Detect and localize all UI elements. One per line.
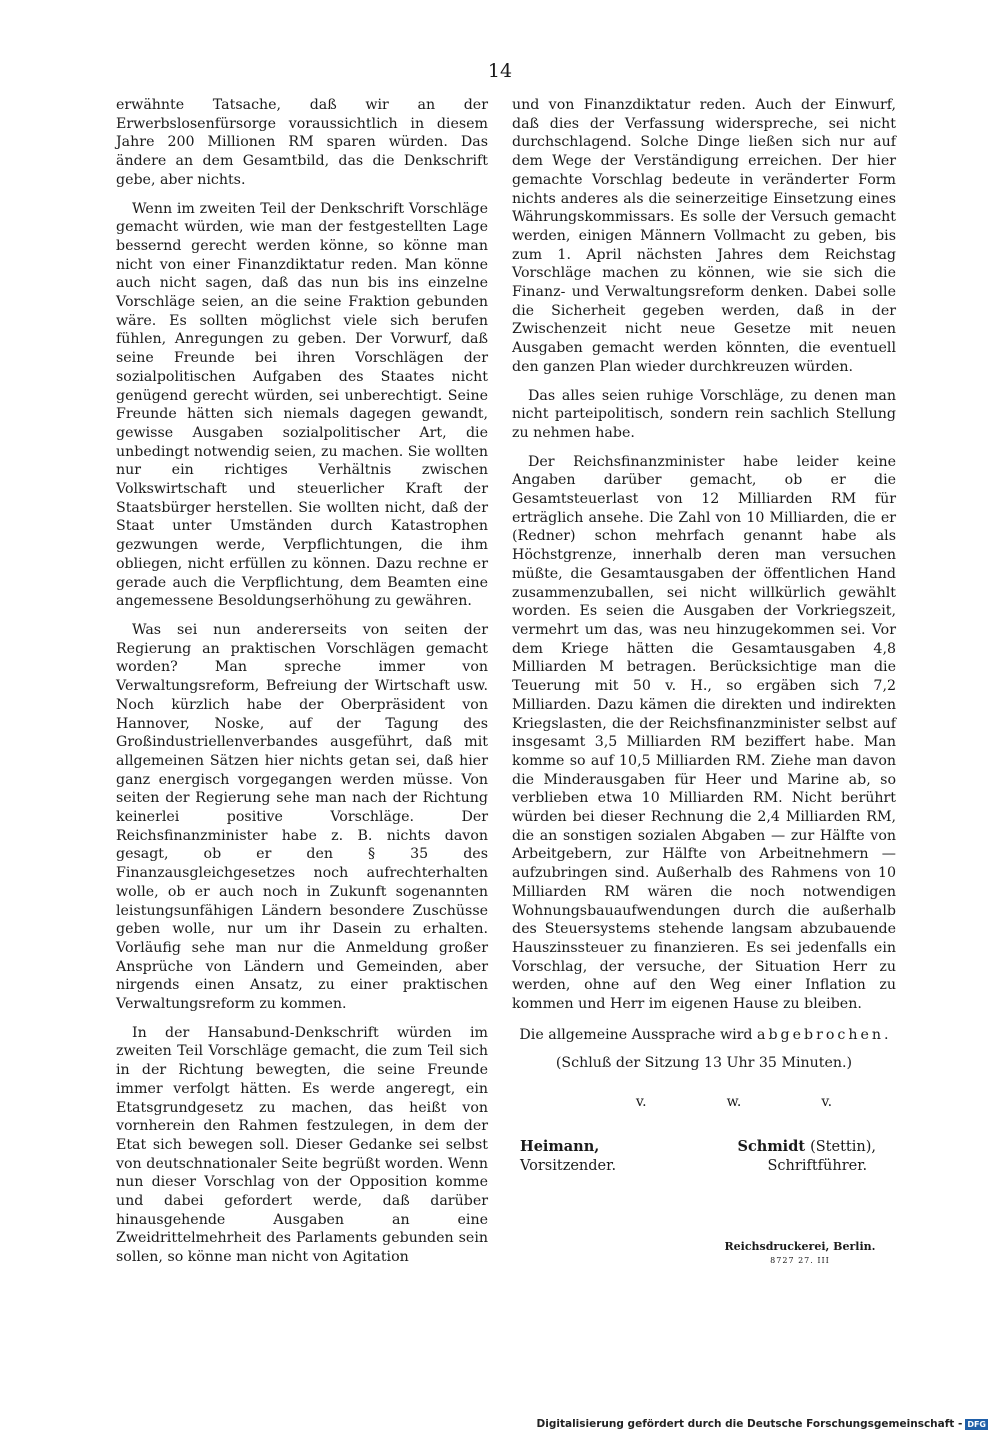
signature-right [738, 1138, 877, 1175]
vwv-item: v. [635, 1094, 647, 1111]
signatory-role: Vorsitzender. [520, 1157, 617, 1174]
signatory-name: Schmidt [737, 1137, 806, 1155]
vwv-item: w. [726, 1094, 742, 1111]
session-end: (Schluß der Sitzung 13 Uhr 35 Minuten.) [555, 1055, 853, 1072]
left-column [116, 96, 488, 1277]
dfg-logo-icon: DFG [967, 1419, 986, 1429]
aussprache-suffix: . [884, 1026, 889, 1043]
printer-name: Reichsdruckerei, Berlin. [724, 1240, 876, 1253]
signatory-role: Schriftführer. [767, 1157, 868, 1174]
signatory-name-line [738, 1138, 877, 1157]
signatory-name: Heimann, [520, 1137, 600, 1155]
signature-left [520, 1138, 616, 1175]
signatures [512, 1138, 896, 1175]
paragraph: In der Hansabund-Denkschrift würden im zweiten Teil Vorschläge gemacht, die zum Teil sich in der Richtung bewegten, die seine Freunde immer verfolgt hätten. Es werde angeregt, ein Etatsgrundgesetz zu machen, das heißt von vornherein den Rahmen festzulegen, in dem der Etat sich bewegen soll. Dieser Gedanke sei selbst von deutschnationaler Seite begrüßt worden. Wenn nun dieser Vorschlag von der Opposition komme und dabei gefordert werde, daß darüber hinausgehende Ausgaben an eine Zweidrittelmehrheit des Parlaments gebunden sein sollen, so könne man nicht von Agitation [116, 1024, 488, 1266]
printer-code: 8727 27. III [770, 1256, 830, 1265]
signatory-location: (Stettin), [810, 1138, 876, 1155]
paragraph: Was sei nun andererseits von seiten der Regierung an praktischen Vorschlägen gemacht worden? Man spreche immer von Verwaltungsreform, Befreiung der Wirtschaft usw. Noch kürzlich habe der Oberpräsident von Hannover, Noske, auf der Tagung des Großindustriellenverbandes ausgeführt, daß mit allgemeinen Sätzen hier nichts getan sei, daß hier ganz energisch vorgegangen werden müsse. Von seiten der Regierung sehe man nach der Richtung keinerlei positive Vorschläge. Der Reichsfinanzminister habe z. B. nichts davon gesagt, ob er den § 35 des Finanzausgleichgesetzes noch aufrechterhalten wolle, ob er auch noch in Zukunft sogenannten leistungsunfähigen Ländern besondere Zuschüsse geben wolle, nur um ihr Dasein zu erhalten. Vorläufig sehe man nur die Anmeldung großer Ansprüche von Ländern und Gemeinden, aber nirgends einen Ansatz, zu einer praktischen Verwaltungsreform zu kommen. [116, 621, 488, 1013]
paragraph: und von Finanzdiktatur reden. Auch der Einwurf, daß dies der Verfassung widerspreche, sei nicht durchschlagend. Solche Dinge ließen sich nur auf dem Wege der Verständigung erreichen. Der hier gemachte Vorschlag bedeute in veränderter Form nichts anderes als die seinerzeitige Einsetzung eines Währungskommissars. Es solle der Versuch gemacht werden, einigen Männern Vollmacht zu geben, bis zum 1. April nächsten Jahres dem Reichstag Vorschläge machen zu können, wie sie sich die Finanz- und Verwaltungsreform denken. Dabei solle die Sicherheit gegeben werden, daß in der Zwischenzeit nicht neue Gesetze mit neuen Ausgaben gemacht werden könnten, die eventuell den ganzen Plan wieder durchkreuzen würden. [512, 97, 896, 375]
funding-footer [537, 1418, 988, 1430]
aussprache-prefix: Die allgemeine Aussprache wird [519, 1026, 757, 1043]
vwv-item: v. [821, 1094, 833, 1111]
paragraph: Der Reichsfinanzminister habe leider keine Angaben darüber gemacht, ob er die Gesamtsteuerlast von 12 Milliarden RM für erträglich ansehe. Die Zahl von 10 Milliarden, die er (Redner) schon mehrfach genannt habe als Höchstgrenze, innerhalb deren man versuchen müßte, die Gesamtausgaben der öffentlichen Hand zusammenzuballen, sei nicht willkürlich gewählt worden. Es seien die Ausgaben der Vorkriegszeit, vermehrt um das, was neu hinzugekommen sei. Vor dem Kriege hätten die Gesamtausgaben 4,8 Milliarden M betragen. Berücksichtige man die Teuerung mit 50 v. H., so ergäben sich 7,2 Milliarden. Dazu kämen die direkten und indirekten Kriegslasten, die der Reichsfinanzminister selbst auf insgesamt 3,5 Milliarden RM beziffert habe. Man komme so auf 10,5 Milliarden RM. Ziehe man davon die Minderausgaben für Heer und Marine ab, so verblieben etwa 10 Milliarden RM. Nicht berührt würden bei dieser Rechnung die 2,4 Milliarden RM, die an sonstigen sozialen Abgaben — zur Hälfte von Arbeitgebern, zur Hälfte von Arbeitnehmern — aufzubringen sind. Außerhalb des Rahmens von 10 Milliarden RM wären die noch notwendigen Wohnungsbauaufwendungen durch die außerhalb des Steuersystems stehende langsam abzubauende Hauszinssteuer zu finanzieren. Es sei jedenfalls ein Vorschlag, der versuche, der Situation Herr zu werden, ohne auf den Weg einer Inflation zu kommen und Herr im eigenen Hause zu bleiben. [512, 453, 896, 1013]
right-column [512, 96, 896, 1175]
paragraph: Wenn im zweiten Teil der Denkschrift Vorschläge gemacht würden, wie man der festgestellten Lage bessernd gerecht werden könne, so könne man nicht von einer Finanzdiktatur reden. Man könne auch nicht sagen, daß das nun bis ins einzelne Vorschläge seien, an die seine Fraktion gebunden wäre. Es sollten möglichst viele sich berufen fühlen, Anregungen zu geben. Der Vorwurf, daß seine Freunde bei ihren Vorschlägen der sozialpolitischen Aufgaben des Staates nicht genügend gerecht würden, sei unberechtigt. Seine Freunde hätten sich niemals dagegen gewandt, gewisse Ausgaben sozialpolitischer Art, die unbedingt notwendig seien, zu machen. Sie wollten nur ein richtiges Verhältnis zwischen Volkswirtschaft und steuerlicher Kraft der Staatsbürger herstellen. Sie wollten nicht, daß der Staat unter Umständen durch Katastrophen gezwungen werde, Verpflichtungen, die ihm obliegen, nicht erfüllen zu können. Dazu rechne er gerade auch die Verpflichtung, dem Beamten eine angemessene Besoldungserhöhung zu gewähren. [116, 200, 488, 610]
paragraph: Das alles seien ruhige Vorschläge, zu denen man nicht parteipolitisch, sondern rein sachlich Stellung zu nehmen habe. [512, 387, 896, 441]
aussprache-spaced: abgebrochen [757, 1026, 885, 1043]
paragraph: erwähnte Tatsache, daß wir an der Erwerbslosenfürsorge voraussichtlich in diesem Jahre 200 Millionen RM sparen würden. Das ändere an dem Gesamtbild, das die Denkschrift gebe, aber nichts. [116, 97, 488, 188]
funding-text: Digitalisierung gefördert durch die Deutsche Forschungsgemeinschaft - [536, 1418, 963, 1430]
page-number: 14 [487, 60, 513, 82]
vwv-line [572, 1093, 896, 1112]
aussprache-line [512, 1026, 896, 1045]
printer-imprint [720, 1240, 880, 1268]
